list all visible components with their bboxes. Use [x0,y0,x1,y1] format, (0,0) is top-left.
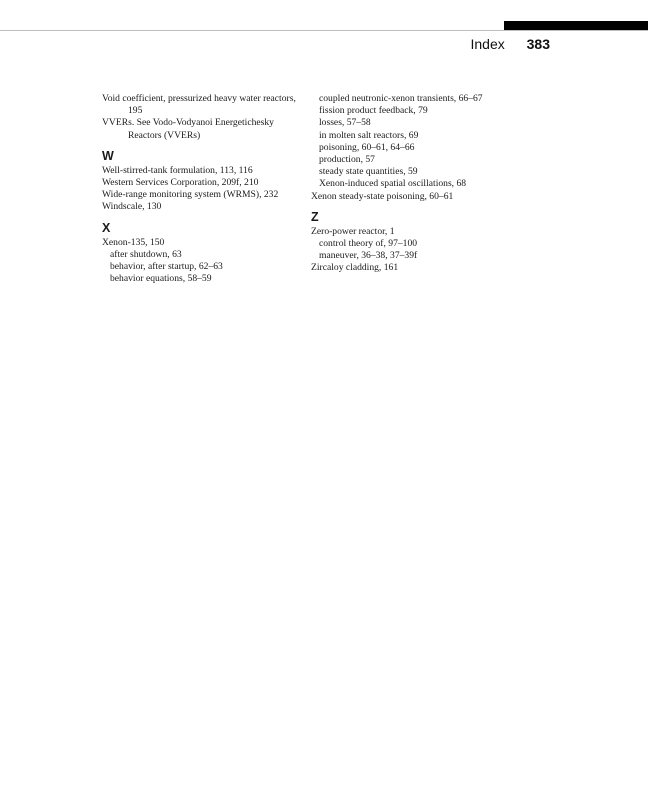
index-entry: Western Services Corporation, 209f, 210 [102,177,259,189]
section-title: Index [470,36,505,52]
index-subentry: behavior, after startup, 62–63 [110,261,223,273]
index-entry: Xenon steady-state poisoning, 60–61 [311,190,454,202]
index-entry: Xenon-135, 150 [102,236,165,248]
running-head [471,36,551,52]
index-subentry: losses, 57–58 [319,117,371,129]
index-entry-continuation: Reactors (VVERs) [128,129,201,141]
index-entry: Zero-power reactor, 1 [311,225,395,237]
page-number: 383 [526,36,550,52]
index-subentry: coupled neutronic-xenon transients, 66–67 [319,93,483,104]
index-letter-heading: X [102,220,111,235]
index-subentry: fission product feedback, 79 [319,105,428,117]
index-subentry: steady state quantities, 59 [319,166,418,178]
index-letter-heading: W [102,148,114,163]
index-subentry: Xenon-induced spatial oscillations, 68 [319,178,467,190]
index-entry-continuation: 195 [128,105,143,117]
index-entry: Wide-range monitoring system (WRMS), 232 [102,189,279,201]
index-subentry: poisoning, 60–61, 64–66 [319,141,415,153]
index-subentry: production, 57 [319,154,375,166]
index-column-left [102,93,307,285]
index-subentry: maneuver, 36–38, 37–39f [319,250,418,262]
index-column-right [311,93,546,275]
index-letter-heading: Z [311,209,319,224]
index-entry: Well-stirred-tank formulation, 113, 116 [102,164,253,176]
index-subentry: control theory of, 97–100 [319,238,418,250]
index-entry: Windscale, 130 [102,201,162,213]
index-subentry: after shutdown, 63 [110,248,182,260]
index-subentry: in molten salt reactors, 69 [319,129,419,141]
index-entry: Zircaloy cladding, 161 [311,262,399,274]
index-entry: VVERs. See Vodo-Vodyanoi Energetichesky [102,117,274,129]
index-entry: Void coefficient, pressurized heavy water reactors, [102,93,296,104]
index-subentry: behavior equations, 58–59 [110,273,212,285]
header-rule [0,30,648,31]
